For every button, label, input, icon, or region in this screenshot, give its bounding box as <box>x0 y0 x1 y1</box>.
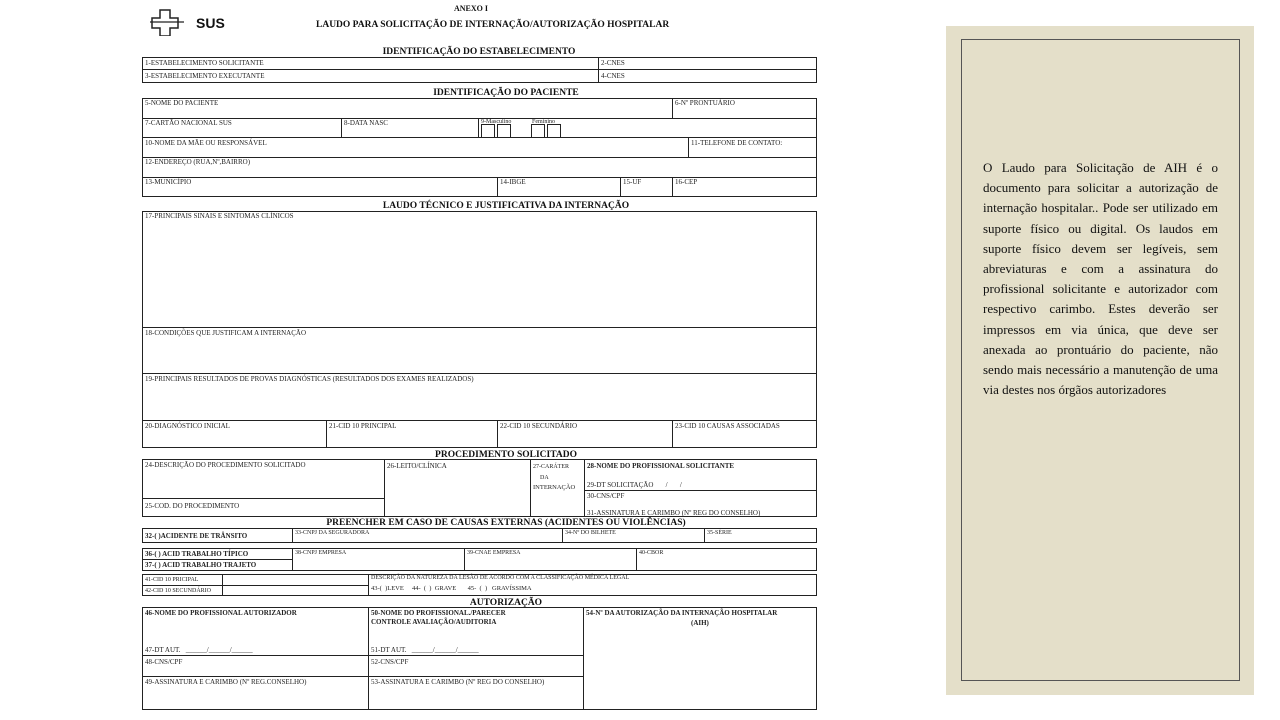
field-gravidade[interactable]: 43-( )LEVE 44- ( ) GRAVE 45- ( ) GRAVÍSSIMA <box>371 585 532 592</box>
field-cnpj-seguradora[interactable]: 33-CNPJ DA SEGURADORA <box>295 530 370 536</box>
field-cid-principal[interactable]: 21-CID 10 PRINCIPAL <box>329 422 397 430</box>
field-feminino[interactable]: Feminino <box>532 119 556 125</box>
field-cbor[interactable]: 40-CBOR <box>639 550 664 556</box>
field-dt-aut-2[interactable]: 51-DT AUT. ______/______/______ <box>371 646 479 654</box>
field-masculino[interactable]: 9-Masculino <box>481 119 512 125</box>
field-descricao-procedimento[interactable]: 24-DESCRIÇÃO DO PROCEDIMENTO SOLICITADO <box>145 461 306 469</box>
field-parecer-2: CONTROLE AVALIAÇÃO/AUDITORIA <box>371 618 497 626</box>
field-cnae-empresa[interactable]: 39-CNAE EMPRESA <box>467 550 521 556</box>
field-nome-solicitante[interactable]: 28-NOME DO PROFISSIONAL SOLICITANTE <box>587 462 735 470</box>
logo-text: SUS <box>196 15 225 31</box>
field-cns-cpf-auditoria[interactable]: 52-CNS/CPF <box>371 658 409 666</box>
field-numero-aih[interactable]: 54-Nº DA AUTORIZAÇÃO DA INTERNAÇÃO HOSPITALAR <box>586 609 778 617</box>
section-autorizacao: AUTORIZAÇÃO <box>469 598 543 608</box>
field-bilhete[interactable]: 34-Nº DO BILHETE <box>565 530 616 536</box>
field-assinatura-autorizador[interactable]: 49-ASSINATURA E CARIMBO (Nº REG.CONSELHO) <box>145 678 307 686</box>
field-acidente-transito[interactable]: 32-( )ACIDENTE DE TRÂNSITO <box>145 532 248 540</box>
field-cartao-sus[interactable]: 7-CARTÃO NACIONAL SUS <box>145 119 232 127</box>
field-condicoes[interactable]: 18-CONDIÇÕES QUE JUSTIFICAM A INTERNAÇÃO <box>145 329 307 337</box>
section-causas-externas: PREENCHER EM CASO DE CAUSAS EXTERNAS (ACIDENTES OU VIOLÊNCIAS) <box>326 518 686 528</box>
field-cnpj-empresa[interactable]: 38-CNPJ EMPRESA <box>295 550 347 556</box>
field-diagnostico[interactable]: 20-DIAGNÓSTICO INICIAL <box>145 422 230 430</box>
field-ibge[interactable]: 14-IBGE <box>500 178 526 186</box>
field-carater-3: INTERNAÇÃO <box>533 484 576 491</box>
field-carater-1: 27-CARÁTER <box>533 464 569 470</box>
field-cid-secundario[interactable]: 22-CID 10 SECUNDÁRIO <box>500 422 577 430</box>
patient-block <box>142 98 817 197</box>
field-prontuario[interactable]: 6-Nº PRONTUÁRIO <box>675 99 735 107</box>
field-cep[interactable]: 16-CEP <box>675 178 698 186</box>
section-paciente: IDENTIFICAÇÃO DO PACIENTE <box>433 88 579 98</box>
field-dt-aut-1[interactable]: 47-DT AUT. ______/______/______ <box>145 646 253 654</box>
field-aih: (AIH) <box>691 619 709 627</box>
field-profissional-autorizador[interactable]: 46-NOME DO PROFISSIONAL AUTORIZADOR <box>145 609 297 617</box>
field-nome-mae[interactable]: 10-NOME DA MÃE OU RESPONSÁVEL <box>145 139 267 147</box>
field-uf[interactable]: 15-UF <box>623 178 642 186</box>
checkbox-masculino-1[interactable] <box>481 124 495 138</box>
field-cid-associadas[interactable]: 23-CID 10 CAUSAS ASSOCIADAS <box>675 422 780 430</box>
side-panel-text: O Laudo para Solicitação de AIH é o documento para solicitar a autorização de internação hospitalar.. Pode ser utilizado em suporte físico ou digital. Os laudos em suporte físico devem ser legíveis, sem abreviaturas e com a assinatura do profissional solicitante e autorizador com respectivo carimbo. Estes deverão ser impressos em via única, que deve ser anexada ao prontuário do paciente, não sendo mais necessário a manutenção de uma via destes nos órgãos autorizadores <box>983 160 1218 398</box>
field-cns-cpf-solicitante[interactable]: 30-CNS/CPF <box>587 492 625 500</box>
field-carater-2: DA <box>540 475 549 481</box>
field-parecer-1[interactable]: 50-NOME DO PROFISSIONAL./PARECER <box>371 609 506 617</box>
field-telefone[interactable]: 11-TELEFONE DE CONTATO: <box>691 139 783 147</box>
field-sinais-sintomas[interactable]: 17-PRINCIPAIS SINAIS E SINTOMAS CLÍNICOS <box>145 212 294 220</box>
field-cid-principal-2[interactable]: 41-CID 10 PRICIPAL <box>145 577 199 583</box>
field-acid-trabalho-tipico[interactable]: 36-( ) ACID TRABALHO TÍPICO <box>145 550 249 558</box>
field-cns-cpf-autorizador[interactable]: 48-CNS/CPF <box>145 658 183 666</box>
field-leito-clinica[interactable]: 26-LEITO/CLÍNICA <box>387 462 447 470</box>
annex-label: ANEXO I <box>454 4 489 13</box>
field-assinatura-auditoria[interactable]: 53-ASSINATURA E CARIMBO (Nº REG DO CONSELHO) <box>371 678 545 686</box>
field-municipio[interactable]: 13-MUNICÍPIO <box>145 178 192 186</box>
checkbox-feminino-1[interactable] <box>531 124 545 138</box>
checkbox-feminino-2[interactable] <box>547 124 561 138</box>
section-procedimento: PROCEDIMENTO SOLICITADO <box>435 450 577 460</box>
field-endereco[interactable]: 12-ENDEREÇO (RUA,Nº,BAIRRO) <box>145 158 251 166</box>
field-dt-solicitacao[interactable]: 29-DT SOLICITAÇÃO / / <box>587 481 682 489</box>
field-data-nasc[interactable]: 8-DATA NASC <box>344 119 388 127</box>
field-cnes-1[interactable]: 2-CNES <box>601 59 625 67</box>
field-cod-procedimento[interactable]: 25-COD. DO PROCEDIMENTO <box>145 502 240 510</box>
section-laudo: LAUDO TÉCNICO E JUSTIFICATIVA DA INTERNAÇÃO <box>382 201 630 211</box>
field-nome-paciente[interactable]: 5-NOME DO PACIENTE <box>145 99 219 107</box>
field-serie[interactable]: 35-SÉRIE <box>707 530 732 536</box>
form-title: LAUDO PARA SOLICITAÇÃO DE INTERNAÇÃO/AUTORIZAÇÃO HOSPITALAR <box>316 20 670 30</box>
field-estabelecimento-solicitante[interactable]: 1-ESTABELECIMENTO SOLICITANTE <box>145 59 264 67</box>
sus-logo <box>150 8 232 36</box>
field-resultados[interactable]: 19-PRINCIPAIS RESULTADOS DE PROVAS DIAGNÓSTICAS (RESULTADOS DOS EXAMES REALIZADOS) <box>145 375 474 383</box>
field-cnes-2[interactable]: 4-CNES <box>601 72 625 80</box>
field-estabelecimento-executante[interactable]: 3-ESTABELECIMENTO EXECUTANTE <box>145 72 265 80</box>
field-cid-secundario-2[interactable]: 42-CID 10 SECUNDÁRIO <box>145 588 211 594</box>
field-natureza-lesao: DESCRIÇÃO DA NATUREZA DA LESÃO DE ACORDO COM A CLASSIFICAÇÃO MÉDICA LEGAL <box>371 575 630 581</box>
checkbox-masculino-2[interactable] <box>497 124 511 138</box>
field-assinatura-solicitante[interactable]: 31-ASSINATURA E CARIMBO (Nº REG DO CONSELHO) <box>587 509 761 517</box>
field-acid-trabalho-trajeto[interactable]: 37-( ) ACID TRABALHO TRAJETO <box>145 561 257 569</box>
section-estabelecimento: IDENTIFICAÇÃO DO ESTABELECIMENTO <box>382 47 576 57</box>
